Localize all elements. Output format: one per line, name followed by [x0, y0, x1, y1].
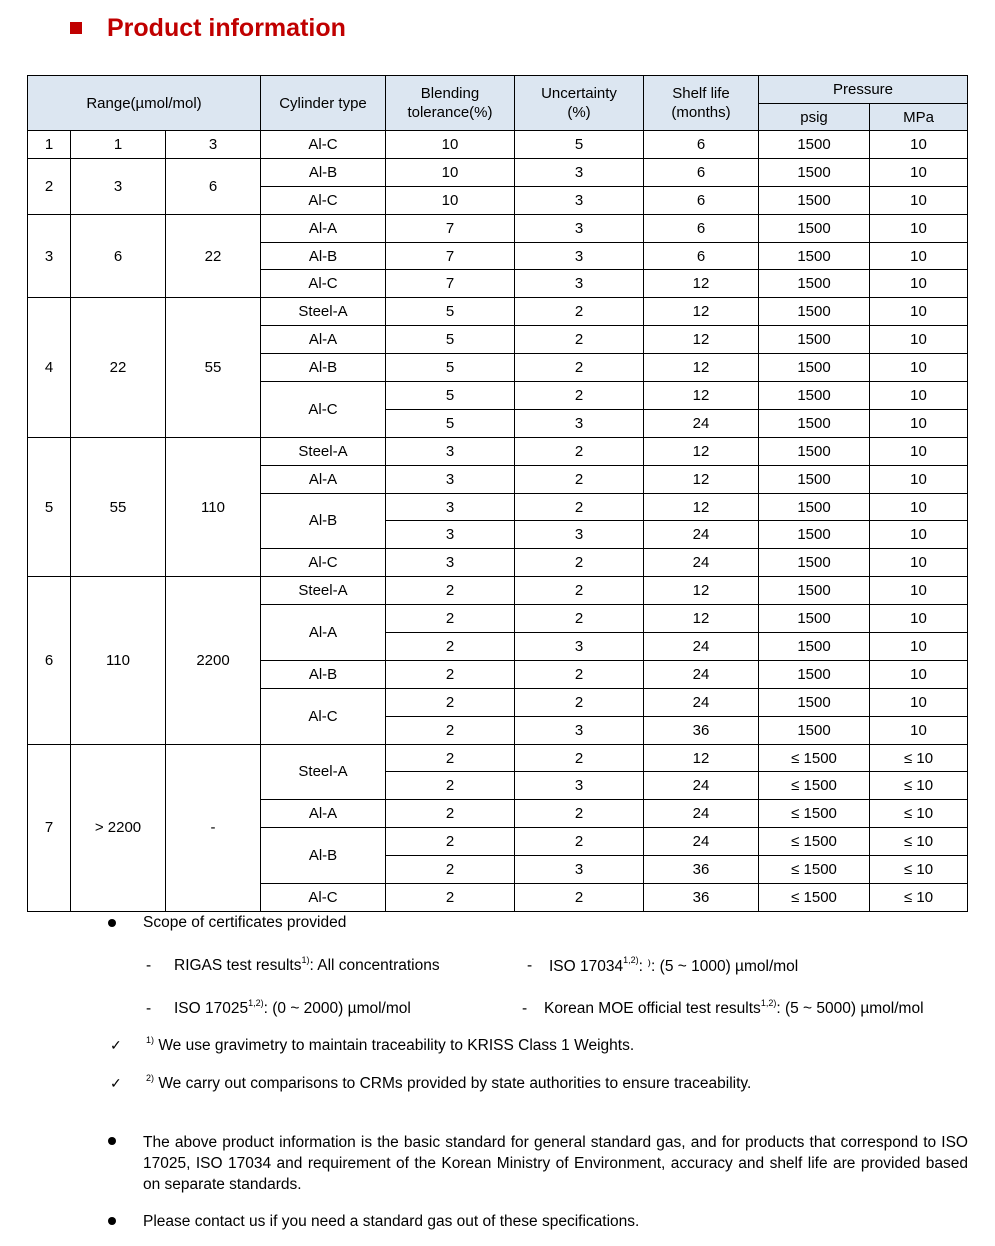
- range-to: 2200: [166, 577, 261, 744]
- shelf-life-cell: 24: [644, 521, 759, 549]
- psig-cell: ≤ 1500: [759, 856, 870, 884]
- uncertainty-cell: 2: [515, 688, 644, 716]
- range-to: 22: [166, 214, 261, 298]
- mpa-cell: ≤ 10: [870, 744, 968, 772]
- group-number: 1: [28, 131, 71, 159]
- mpa-cell: 10: [870, 158, 968, 186]
- mpa-cell: 10: [870, 354, 968, 382]
- shelf-life-cell: 12: [644, 744, 759, 772]
- psig-cell: 1500: [759, 131, 870, 159]
- psig-cell: 1500: [759, 688, 870, 716]
- blending-cell: 5: [386, 326, 515, 354]
- check-icon: ✓: [110, 1075, 122, 1091]
- shelf-life-cell: 24: [644, 800, 759, 828]
- header-psig: psig: [759, 104, 870, 131]
- group-number: 7: [28, 744, 71, 911]
- psig-cell: 1500: [759, 354, 870, 382]
- psig-cell: 1500: [759, 549, 870, 577]
- shelf-life-cell: 24: [644, 633, 759, 661]
- mpa-cell: 10: [870, 716, 968, 744]
- mpa-cell: 10: [870, 688, 968, 716]
- cylinder-type: Al-A: [261, 326, 386, 354]
- dash-icon: -: [527, 957, 533, 974]
- iso17025-label: ISO 17025: [174, 1000, 249, 1017]
- mpa-cell: ≤ 10: [870, 772, 968, 800]
- range-to: 55: [166, 298, 261, 437]
- shelf-life-cell: 12: [644, 298, 759, 326]
- range-to: 110: [166, 437, 261, 576]
- uncertainty-cell: 2: [515, 800, 644, 828]
- uncertainty-cell: 2: [515, 660, 644, 688]
- shelf-life-cell: 6: [644, 242, 759, 270]
- mpa-cell: ≤ 10: [870, 856, 968, 884]
- bullet-icon: [108, 919, 116, 927]
- shelf-life-cell: 24: [644, 688, 759, 716]
- psig-cell: 1500: [759, 465, 870, 493]
- blending-cell: 7: [386, 242, 515, 270]
- footnote-1-marker: 1): [146, 1035, 155, 1045]
- header-mpa: MPa: [870, 104, 968, 131]
- blending-cell: 2: [386, 688, 515, 716]
- mpa-cell: 10: [870, 242, 968, 270]
- mpa-cell: 10: [870, 660, 968, 688]
- table-row: [28, 744, 968, 772]
- uncertainty-cell: 2: [515, 326, 644, 354]
- psig-cell: 1500: [759, 270, 870, 298]
- square-bullet-icon: [70, 22, 82, 34]
- rigas-value: : All concentrations: [309, 957, 440, 974]
- shelf-life-cell: 24: [644, 772, 759, 800]
- moe-label: Korean MOE official test results: [544, 1000, 761, 1017]
- table-body: [28, 131, 968, 912]
- psig-cell: 1500: [759, 577, 870, 605]
- blending-cell: 2: [386, 884, 515, 912]
- iso17034-footnote-ref: 1,2): [623, 955, 639, 965]
- uncertainty-cell: 3: [515, 158, 644, 186]
- cylinder-type: Al-B: [261, 660, 386, 688]
- cylinder-type: Al-A: [261, 800, 386, 828]
- mpa-cell: 10: [870, 186, 968, 214]
- uncertainty-cell: 2: [515, 298, 644, 326]
- range-to: 3: [166, 131, 261, 159]
- blending-cell: 2: [386, 660, 515, 688]
- shelf-life-cell: 24: [644, 828, 759, 856]
- header-blending-tolerance: [386, 76, 515, 131]
- footnote-1-text: We use gravimetry to maintain traceability to KRISS Class 1 Weights.: [154, 1037, 635, 1054]
- header-uncertainty-line2: (%): [567, 104, 591, 121]
- shelf-life-cell: 6: [644, 186, 759, 214]
- shelf-life-cell: 12: [644, 493, 759, 521]
- mpa-cell: 10: [870, 326, 968, 354]
- range-to: -: [166, 744, 261, 911]
- uncertainty-cell: 3: [515, 242, 644, 270]
- range-from: 22: [71, 298, 166, 437]
- shelf-life-cell: 12: [644, 437, 759, 465]
- page-title: Product information: [107, 13, 346, 42]
- header-shelf-line2: (months): [671, 104, 731, 121]
- header-uncertainty-line1: Uncertainty: [541, 85, 617, 102]
- blending-cell: 2: [386, 772, 515, 800]
- uncertainty-cell: 2: [515, 465, 644, 493]
- table-row: [28, 577, 968, 605]
- shelf-life-cell: 24: [644, 409, 759, 437]
- section-title: [70, 10, 346, 46]
- psig-cell: 1500: [759, 186, 870, 214]
- cylinder-type: Al-C: [261, 186, 386, 214]
- uncertainty-cell: 2: [515, 382, 644, 410]
- range-from: > 2200: [71, 744, 166, 911]
- iso17034-value: : ⁾: (5 ~ 1000) µmol/mol: [638, 958, 799, 975]
- mpa-cell: 10: [870, 382, 968, 410]
- uncertainty-cell: 3: [515, 270, 644, 298]
- uncertainty-cell: 2: [515, 437, 644, 465]
- bullet-icon: [108, 1137, 116, 1145]
- shelf-life-cell: 6: [644, 214, 759, 242]
- scope-title: Scope of certificates provided: [143, 914, 347, 931]
- uncertainty-cell: 2: [515, 354, 644, 382]
- uncertainty-cell: 2: [515, 605, 644, 633]
- scope-item-moe: [544, 1000, 924, 1018]
- footnote-2-text: We carry out comparisons to CRMs provided by state authorities to ensure traceability.: [154, 1075, 752, 1092]
- mpa-cell: 10: [870, 549, 968, 577]
- blending-cell: 3: [386, 521, 515, 549]
- group-number: 4: [28, 298, 71, 437]
- blending-cell: 2: [386, 856, 515, 884]
- mpa-cell: ≤ 10: [870, 884, 968, 912]
- cylinder-type: Al-C: [261, 131, 386, 159]
- contact-paragraph: Please contact us if you need a standard gas out of these specifications.: [143, 1213, 640, 1230]
- mpa-cell: 10: [870, 409, 968, 437]
- blending-cell: 2: [386, 716, 515, 744]
- footnote-2-marker: 2): [146, 1073, 155, 1083]
- bullet-icon: [108, 1217, 116, 1225]
- table-row: [28, 158, 968, 186]
- shelf-life-cell: 12: [644, 270, 759, 298]
- blending-cell: 2: [386, 605, 515, 633]
- cylinder-type: Steel-A: [261, 298, 386, 326]
- psig-cell: 1500: [759, 214, 870, 242]
- uncertainty-cell: 3: [515, 409, 644, 437]
- uncertainty-cell: 3: [515, 856, 644, 884]
- range-to: 6: [166, 158, 261, 214]
- mpa-cell: 10: [870, 298, 968, 326]
- mpa-cell: 10: [870, 633, 968, 661]
- shelf-life-cell: 6: [644, 158, 759, 186]
- shelf-life-cell: 12: [644, 465, 759, 493]
- scope-item-iso17034: [549, 957, 798, 976]
- mpa-cell: 10: [870, 577, 968, 605]
- blending-cell: 3: [386, 493, 515, 521]
- range-from: 110: [71, 577, 166, 744]
- psig-cell: 1500: [759, 605, 870, 633]
- cylinder-type: Al-B: [261, 158, 386, 186]
- group-number: 2: [28, 158, 71, 214]
- dash-icon: -: [146, 957, 152, 974]
- blending-cell: 5: [386, 382, 515, 410]
- psig-cell: 1500: [759, 242, 870, 270]
- psig-cell: 1500: [759, 158, 870, 186]
- moe-value: : (5 ~ 5000) µmol/mol: [776, 1000, 924, 1017]
- blending-cell: 5: [386, 298, 515, 326]
- group-number: 5: [28, 437, 71, 576]
- blending-cell: 3: [386, 437, 515, 465]
- blending-cell: 10: [386, 158, 515, 186]
- range-from: 6: [71, 214, 166, 298]
- blending-cell: 7: [386, 270, 515, 298]
- header-shelf-line1: Shelf life: [672, 85, 730, 102]
- uncertainty-cell: 3: [515, 521, 644, 549]
- psig-cell: ≤ 1500: [759, 800, 870, 828]
- blending-cell: 7: [386, 214, 515, 242]
- psig-cell: 1500: [759, 633, 870, 661]
- iso17025-footnote-ref: 1,2): [248, 998, 264, 1008]
- group-number: 6: [28, 577, 71, 744]
- shelf-life-cell: 6: [644, 131, 759, 159]
- cylinder-type: Al-B: [261, 242, 386, 270]
- blending-cell: 5: [386, 409, 515, 437]
- blending-cell: 2: [386, 828, 515, 856]
- blending-cell: 10: [386, 186, 515, 214]
- uncertainty-cell: 3: [515, 214, 644, 242]
- cylinder-type: Steel-A: [261, 744, 386, 800]
- cylinder-type: Al-C: [261, 270, 386, 298]
- shelf-life-cell: 12: [644, 577, 759, 605]
- table-row: [28, 298, 968, 326]
- blending-cell: 2: [386, 633, 515, 661]
- cylinder-type: Al-B: [261, 354, 386, 382]
- uncertainty-cell: 3: [515, 633, 644, 661]
- scope-item-iso17025: [174, 1000, 411, 1018]
- uncertainty-cell: 3: [515, 186, 644, 214]
- mpa-cell: 10: [870, 465, 968, 493]
- iso17025-value: : (0 ~ 2000) µmol/mol: [263, 1000, 411, 1017]
- shelf-life-cell: 12: [644, 354, 759, 382]
- check-icon: ✓: [110, 1037, 122, 1053]
- mpa-cell: 10: [870, 605, 968, 633]
- psig-cell: 1500: [759, 409, 870, 437]
- psig-cell: 1500: [759, 382, 870, 410]
- shelf-life-cell: 24: [644, 549, 759, 577]
- header-shelf-life: [644, 76, 759, 131]
- shelf-life-cell: 36: [644, 716, 759, 744]
- cylinder-type: Al-C: [261, 549, 386, 577]
- psig-cell: ≤ 1500: [759, 884, 870, 912]
- mpa-cell: 10: [870, 270, 968, 298]
- header-cylinder-type: Cylinder type: [261, 76, 386, 131]
- blending-cell: 2: [386, 744, 515, 772]
- psig-cell: 1500: [759, 716, 870, 744]
- uncertainty-cell: 2: [515, 577, 644, 605]
- rigas-label: RIGAS test results: [174, 957, 302, 974]
- cylinder-type: Al-A: [261, 465, 386, 493]
- group-number: 3: [28, 214, 71, 298]
- table-row: [28, 214, 968, 242]
- uncertainty-cell: 2: [515, 884, 644, 912]
- blending-cell: 2: [386, 577, 515, 605]
- mpa-cell: 10: [870, 437, 968, 465]
- mpa-cell: 10: [870, 214, 968, 242]
- footnote-2: [146, 1075, 751, 1093]
- shelf-life-cell: 36: [644, 856, 759, 884]
- scope-item-rigas: [174, 957, 440, 975]
- dash-icon: -: [146, 1000, 152, 1017]
- iso17034-label: ISO 17034: [549, 958, 624, 975]
- blending-cell: 5: [386, 354, 515, 382]
- psig-cell: 1500: [759, 437, 870, 465]
- footnote-1: [146, 1037, 634, 1055]
- uncertainty-cell: 2: [515, 828, 644, 856]
- standard-info-paragraph: The above product information is the basic standard for general standard gas, and for products that correspond to ISO 17025, ISO 17034 and requirement of the Korean Ministry of Environment, accuracy and shelf life are provided based on separate standards.: [143, 1134, 968, 1193]
- cylinder-type: Al-B: [261, 493, 386, 549]
- mpa-cell: 10: [870, 131, 968, 159]
- moe-footnote-ref: 1,2): [760, 998, 777, 1008]
- cylinder-type: Al-C: [261, 884, 386, 912]
- range-from: 1: [71, 131, 166, 159]
- psig-cell: ≤ 1500: [759, 744, 870, 772]
- shelf-life-cell: 36: [644, 884, 759, 912]
- blending-cell: 10: [386, 131, 515, 159]
- cylinder-type: Al-C: [261, 688, 386, 744]
- header-uncertainty: [515, 76, 644, 131]
- dash-icon: -: [522, 1000, 528, 1017]
- blending-cell: 3: [386, 465, 515, 493]
- blending-cell: 2: [386, 800, 515, 828]
- cylinder-type: Steel-A: [261, 577, 386, 605]
- cylinder-type: Steel-A: [261, 437, 386, 465]
- product-spec-table: [27, 75, 968, 912]
- blending-cell: 3: [386, 549, 515, 577]
- psig-cell: 1500: [759, 493, 870, 521]
- cylinder-type: Al-B: [261, 828, 386, 884]
- cylinder-type: Al-A: [261, 605, 386, 661]
- uncertainty-cell: 5: [515, 131, 644, 159]
- shelf-life-cell: 12: [644, 605, 759, 633]
- uncertainty-cell: 3: [515, 772, 644, 800]
- table-row: [28, 131, 968, 159]
- psig-cell: 1500: [759, 521, 870, 549]
- table-row: [28, 437, 968, 465]
- range-from: 55: [71, 437, 166, 576]
- psig-cell: 1500: [759, 298, 870, 326]
- uncertainty-cell: 2: [515, 493, 644, 521]
- mpa-cell: ≤ 10: [870, 800, 968, 828]
- header-pressure: Pressure: [759, 76, 968, 104]
- uncertainty-cell: 2: [515, 744, 644, 772]
- rigas-footnote-ref: 1): [301, 955, 310, 965]
- cylinder-type: Al-C: [261, 382, 386, 438]
- cylinder-type: Al-A: [261, 214, 386, 242]
- header-blending-line1: Blending: [420, 85, 480, 102]
- mpa-cell: ≤ 10: [870, 828, 968, 856]
- uncertainty-cell: 2: [515, 549, 644, 577]
- uncertainty-cell: 3: [515, 716, 644, 744]
- range-from: 3: [71, 158, 166, 214]
- mpa-cell: 10: [870, 521, 968, 549]
- mpa-cell: 10: [870, 493, 968, 521]
- shelf-life-cell: 12: [644, 382, 759, 410]
- shelf-life-cell: 24: [644, 660, 759, 688]
- psig-cell: ≤ 1500: [759, 772, 870, 800]
- psig-cell: 1500: [759, 660, 870, 688]
- shelf-life-cell: 12: [644, 326, 759, 354]
- psig-cell: ≤ 1500: [759, 828, 870, 856]
- psig-cell: 1500: [759, 326, 870, 354]
- header-blending-line2: tolerance(%): [407, 104, 493, 121]
- header-range: Range(µmol/mol): [28, 76, 261, 131]
